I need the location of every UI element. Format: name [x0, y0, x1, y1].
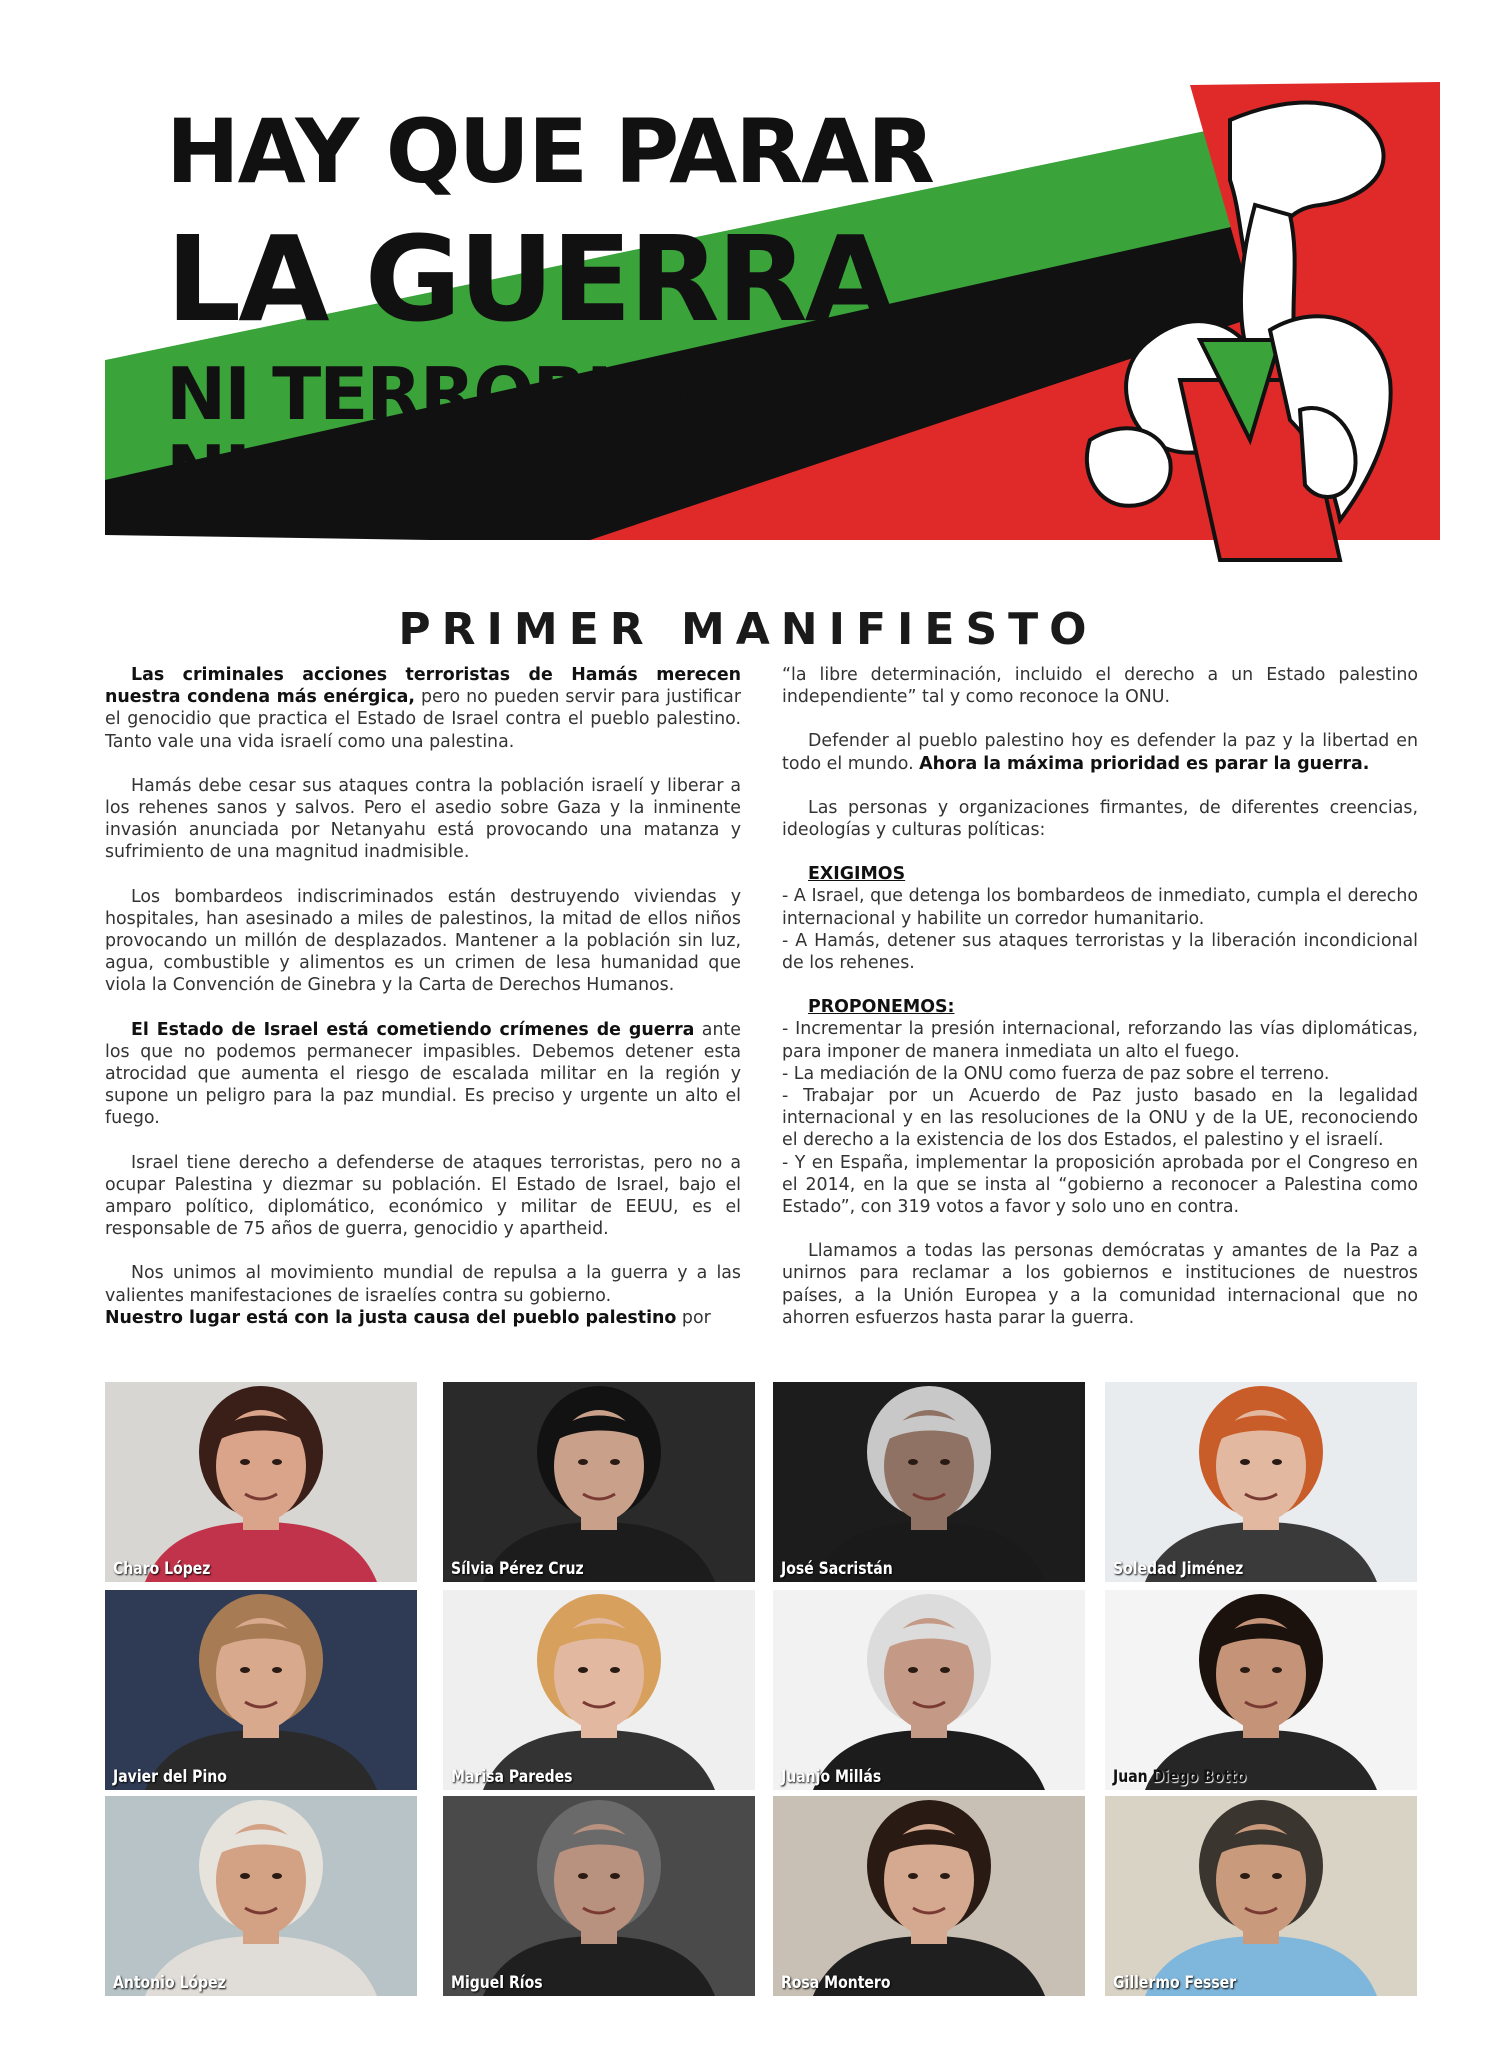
- signatory-photo: [443, 1590, 755, 1790]
- signatory-photo: [1105, 1382, 1417, 1582]
- signatory-name: Sílvia Pérez Cruz: [451, 1559, 584, 1578]
- list-item: - A Hamás, detener sus ataques terroristas y la liberación incondicional de los rehenes.: [782, 930, 1418, 974]
- portrait-image: [773, 1382, 1085, 1582]
- paragraph: Nos unimos al movimiento mundial de repulsa a la guerra y a las valientes manifestaciones de israelíes contra su gobierno.: [105, 1263, 741, 1306]
- signatory-name: Soledad Jiménez: [1113, 1559, 1244, 1578]
- portrait-image: [1105, 1796, 1417, 1996]
- paragraph: Israel tiene derecho a defenderse de ataques terroristas, pero no a ocupar Palestina y diezmar su población. El Estado de Israel, bajo el amparo político, diplomático, económico y militar de EEUU, es el responsable de 75 años de guerra, genocidio y apartheid.: [105, 1152, 741, 1240]
- portrait-image: [443, 1796, 755, 1996]
- signatory-name: Rosa Montero: [781, 1973, 891, 1992]
- portrait-image: [105, 1590, 417, 1790]
- list-item: - A Israel, que detenga los bombardeos de inmediato, cumpla el derecho internacional y habilite un corredor humanitario.: [782, 886, 1418, 929]
- signatory-photo: [773, 1590, 1085, 1790]
- manifesto-right-column: [782, 664, 1418, 1351]
- signatory-name: Miguel Ríos: [451, 1973, 543, 1992]
- portrait-image: [773, 1796, 1085, 1996]
- signatory-name: Juanjo Millás: [781, 1767, 882, 1786]
- headline-line-2: LA GUERRA: [166, 210, 893, 348]
- manifesto-title: PRIMER MANIFIESTO: [398, 604, 1098, 655]
- paragraph: Hamás debe cesar sus ataques contra la población israelí y liberar a los rehenes sanos y salvos. Pero el asedio sobre Gaza y la inminente invasión anunciada por Netanyahu está provocando una matanza y sufrimiento de una magnitud inadmisible.: [105, 775, 741, 863]
- signatory-name: Marisa Paredes: [451, 1767, 573, 1786]
- portrait-image: [773, 1590, 1085, 1790]
- signatory-photo: [443, 1382, 755, 1582]
- proponemos-section: [782, 996, 1418, 1218]
- signatory-photo: [443, 1796, 755, 1996]
- portrait-image: [1105, 1590, 1417, 1790]
- headline-line-1: HAY QUE PARAR: [166, 100, 933, 203]
- banner: [0, 0, 1496, 580]
- portrait-image: [443, 1590, 755, 1790]
- signatory-name: Antonio López: [113, 1973, 226, 1992]
- signatory-photo: [773, 1796, 1085, 1996]
- portrait-image: [105, 1796, 417, 1996]
- portrait-image: [1105, 1382, 1417, 1582]
- signatory-name: Gillermo Fesser: [1113, 1973, 1237, 1992]
- signatory-name: Javier del Pino: [113, 1767, 227, 1786]
- list-item: - Incrementar la presión internacional, reforzando las vías diplomáticas, para imponer de manera inmediata un alto el fuego.: [782, 1019, 1418, 1062]
- signatory-photo: [105, 1796, 417, 1996]
- signatory-photo: [105, 1382, 417, 1582]
- portrait-image: [443, 1382, 755, 1582]
- list-item: - Trabajar por un Acuerdo de Paz justo basado en la legalidad internacional y en las resoluciones de la ONU y de la UE, reconociendo el derecho a la existencia de los dos Estados, el palestino y el israelí.: [782, 1086, 1418, 1151]
- paragraph: Los bombardeos indiscriminados están destruyendo viviendas y hospitales, han asesinado a miles de palestinos, la mitad de ellos niños provocando un millón de desplazados. Mantener a la población sin luz, agua, combustible y alimentos es un crimen de lesa humanidad que viola la Convención de Ginebra y la Carta de Derechos Humanos.: [105, 886, 741, 996]
- paragraph: Las criminales acciones terroristas de Hamás merecen nuestra condena más enérgica, pero no pueden servir para justificar el genocidio que practica el Estado de Israel contra el pueblo palestino. Tanto vale una vida israelí como una palestina.: [105, 665, 741, 752]
- paragraph: El Estado de Israel está cometiendo crímenes de guerra ante los que no podemos permanecer impasibles. Debemos detener esta atrocidad que aumenta el riesgo de escalada militar en la región y supone un peligro para la paz mundial. Es preciso y urgente un alto el fuego.: [105, 1019, 741, 1129]
- signatory-photo: [1105, 1590, 1417, 1790]
- list-item: - La mediación de la ONU como fuerza de paz sobre el terreno.: [782, 1063, 1330, 1084]
- paragraph: Llamamos a todas las personas demócratas y amantes de la Paz a unirnos para reclamar a los gobiernos e instituciones de nuestros países, a la Unión Europea y a la comunidad internacional que no ahorren esfuerzos hasta parar la guerra.: [782, 1241, 1418, 1328]
- headline-line-4: NI GENOCIDIO: [166, 430, 712, 514]
- paragraph: “la libre determinación, incluido el derecho a un Estado palestino independiente” tal y como reconoce la ONU.: [782, 665, 1418, 708]
- signatory-photo: [105, 1590, 417, 1790]
- list-item: - Y en España, implementar la proposición aprobada por el Congreso en el 2014, en la que se insta al “gobierno a reconocer a Palestina como Estado”, con 319 votos a favor y solo uno en contra.: [782, 1152, 1418, 1218]
- signatory-name: Juan Diego Botto: [1113, 1767, 1247, 1786]
- signatory-name: José Sacristán: [781, 1559, 893, 1578]
- paragraph: Las personas y organizaciones firmantes, de diferentes creencias, ideologías y culturas políticas:: [782, 797, 1418, 841]
- signatory-name: Charo López: [113, 1559, 211, 1578]
- section-heading: EXIGIMOS: [808, 864, 906, 885]
- portrait-image: [105, 1382, 417, 1582]
- signatory-photo: [1105, 1796, 1417, 1996]
- paragraph: Defender al pueblo palestino hoy es defender la paz y la libertad en todo el mundo. Ahora la máxima prioridad es parar la guerra.: [782, 731, 1418, 774]
- exigimos-section: [782, 863, 1418, 974]
- paragraph: Nuestro lugar está con la justa causa del pueblo palestino por: [105, 1307, 711, 1328]
- signatory-photo: [773, 1382, 1085, 1582]
- headline-line-3: NI TERRORISMO: [166, 352, 790, 436]
- section-heading: PROPONEMOS:: [808, 997, 955, 1018]
- manifesto-left-column: [105, 664, 741, 1351]
